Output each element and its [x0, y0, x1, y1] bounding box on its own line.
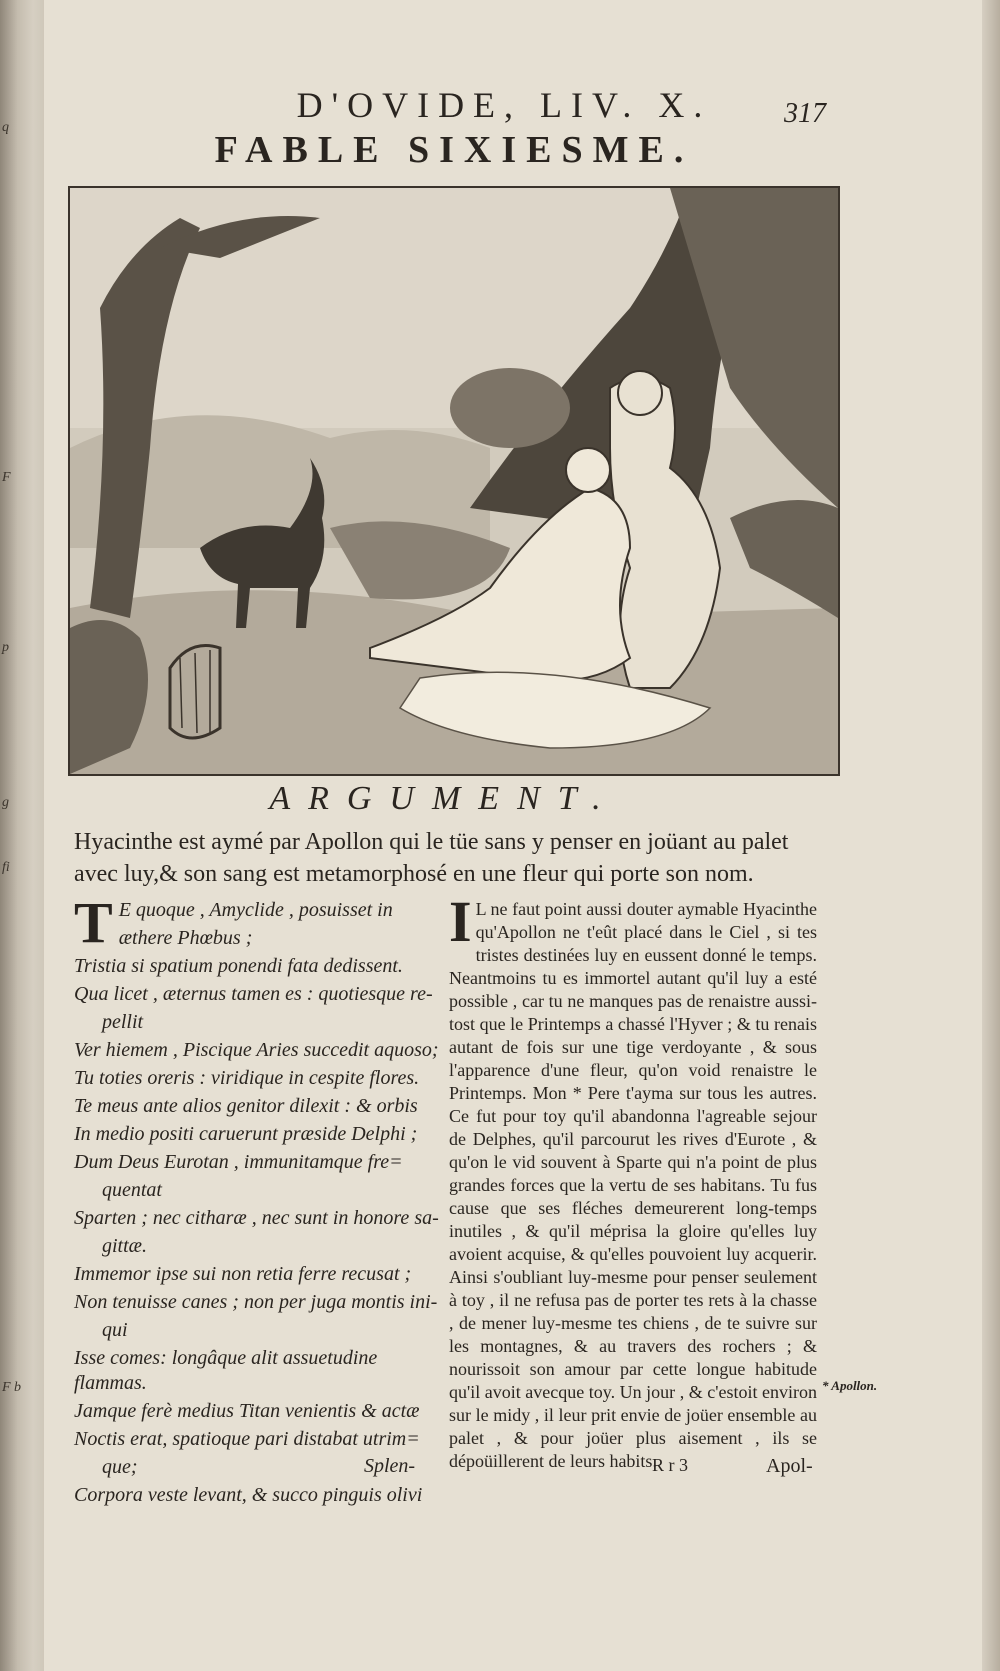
- verse-line: In medio positi caruerunt præside Delphi ;: [74, 1123, 418, 1145]
- verse-line: Immemor ipse sui non retia ferre recusat ;: [74, 1263, 412, 1285]
- verse-line: æthere Phœbus ;: [118, 927, 253, 949]
- previous-page-gutter: [0, 0, 45, 1671]
- gutter-letter: F b: [2, 1380, 22, 1395]
- engraving-hyacinth-apollo: [68, 186, 840, 776]
- gutter-letter: q: [2, 120, 9, 135]
- signature-mark: R r 3: [652, 1455, 688, 1475]
- latin-verse-column: [74, 890, 444, 1511]
- fable-title: FABLE SIXIESME.: [214, 129, 694, 171]
- verse-line: Corpora veste levant, & succo pinguis olivi: [74, 1484, 423, 1506]
- verse-line: Sparten ; nec citharæ , nec sunt in honore sa-: [74, 1207, 439, 1229]
- gutter-letter: F: [2, 470, 11, 485]
- page-edge: [982, 0, 1000, 1671]
- gutter-letter: g: [2, 795, 9, 810]
- verse-line: Noctis erat, spatioque pari distabat utrim=: [74, 1428, 420, 1450]
- verse-line: gittæ.: [102, 1235, 148, 1257]
- verse-line: que;: [102, 1456, 138, 1478]
- french-prose-column: [449, 889, 817, 1473]
- verse-line: Isse comes: longâque alit assuetudine flammas.: [74, 1347, 378, 1394]
- drop-cap: T: [74, 890, 113, 955]
- page-number: 317: [784, 98, 826, 129]
- gutter-letter: fi: [2, 860, 10, 875]
- verse-line: Te meus ante alios genitor dilexit : & orbis: [74, 1095, 418, 1117]
- verse-line: Qua licet , æternus tamen es : quotiesque re-: [74, 983, 433, 1005]
- verse-line: qui: [102, 1319, 128, 1341]
- engraving-illustration: [70, 188, 838, 774]
- french-catchword: Apol-: [766, 1455, 813, 1477]
- verse-line: Dum Deus Eurotan , immunitamque fre=: [74, 1151, 403, 1173]
- latin-catchword: Splen-: [364, 1455, 416, 1477]
- verse-line: Ver hiemem , Piscique Aries succedit aquoso;: [74, 1039, 439, 1061]
- verse-line: Tristia si spatium ponendi fata dedissent.: [74, 955, 403, 977]
- argument-title: ARGUMENT.: [269, 780, 619, 817]
- argument-text: Hyacinthe est aymé par Apollon qui le tüe sans y penser en joüant au palet avec luy,& son sang est metamorphosé en une fleur qui porte son nom.: [74, 829, 789, 887]
- verse-line: Tu toties oreris : viridique in cespite flores.: [74, 1067, 420, 1089]
- running-head: D'OVIDE, LIV. X.: [296, 85, 712, 125]
- verse-line: Non tenuisse canes ; non per juga montis ini-: [74, 1291, 438, 1313]
- verse-line: E quoque , Amyclide , posuisset in: [118, 899, 393, 921]
- prose-paragraph: L ne faut point aussi douter aymable Hyacinthe qu'Apollon ne t'eût placé dans le Ciel , si tes tristes destinées luy en eussent donné le temps. Neantmoins tu es immortel autant qu'il luy a esté possible , car tu ne manques pas de renaistre aussi-tost que le Printemps a chassé l'Hyver ; & tu renais autant de fois sur une tige verdoyante , & sous l'apparence d'une fleur, qu'on void renaistre le Printemps. Mon * Pere t'ayma sur tous les autres. Ce fut pour toy qu'il abandonna l'agreable sejour de Delphes, qu'il parcourut les rives d'Eurote , & qu'on le vid souvent à Sparte qui n'a point de plus grandes forces que la vertu de ses habitans. Tu fus cause que ses fléches demeurerent long-temps inutiles , & qu'il méprisa la gloire qu'elles luy avoient acquise, & qu'elles pouvoient luy acquerir. Ainsi s'oubliant luy-mesme pour penser seulement à toy , il ne refusa pas de porter tes rets à la chasse , de mener luy-mesme tes chiens , de te suivre sur les montagnes, & au travers des rochers ; & nourissoit son amour par cette longue habitude qu'il avoit avecque toy. Un jour , & c'estoit environ sur le midy , il leur prit envie de joüer ensemble au palet , & pour joüer plus aisement , ils se dépoüillerent de leurs habits.: [449, 899, 817, 1471]
- book-page: [44, 0, 982, 1671]
- drop-cap: I: [449, 889, 472, 954]
- verse-line: quentat: [102, 1179, 162, 1201]
- verse-line: pellit: [102, 1011, 144, 1033]
- verse-line: Jamque ferè medius Titan venientis & actæ: [74, 1400, 420, 1422]
- gutter-letter: p: [2, 640, 9, 655]
- marginal-note: * Apollon.: [822, 1378, 878, 1393]
